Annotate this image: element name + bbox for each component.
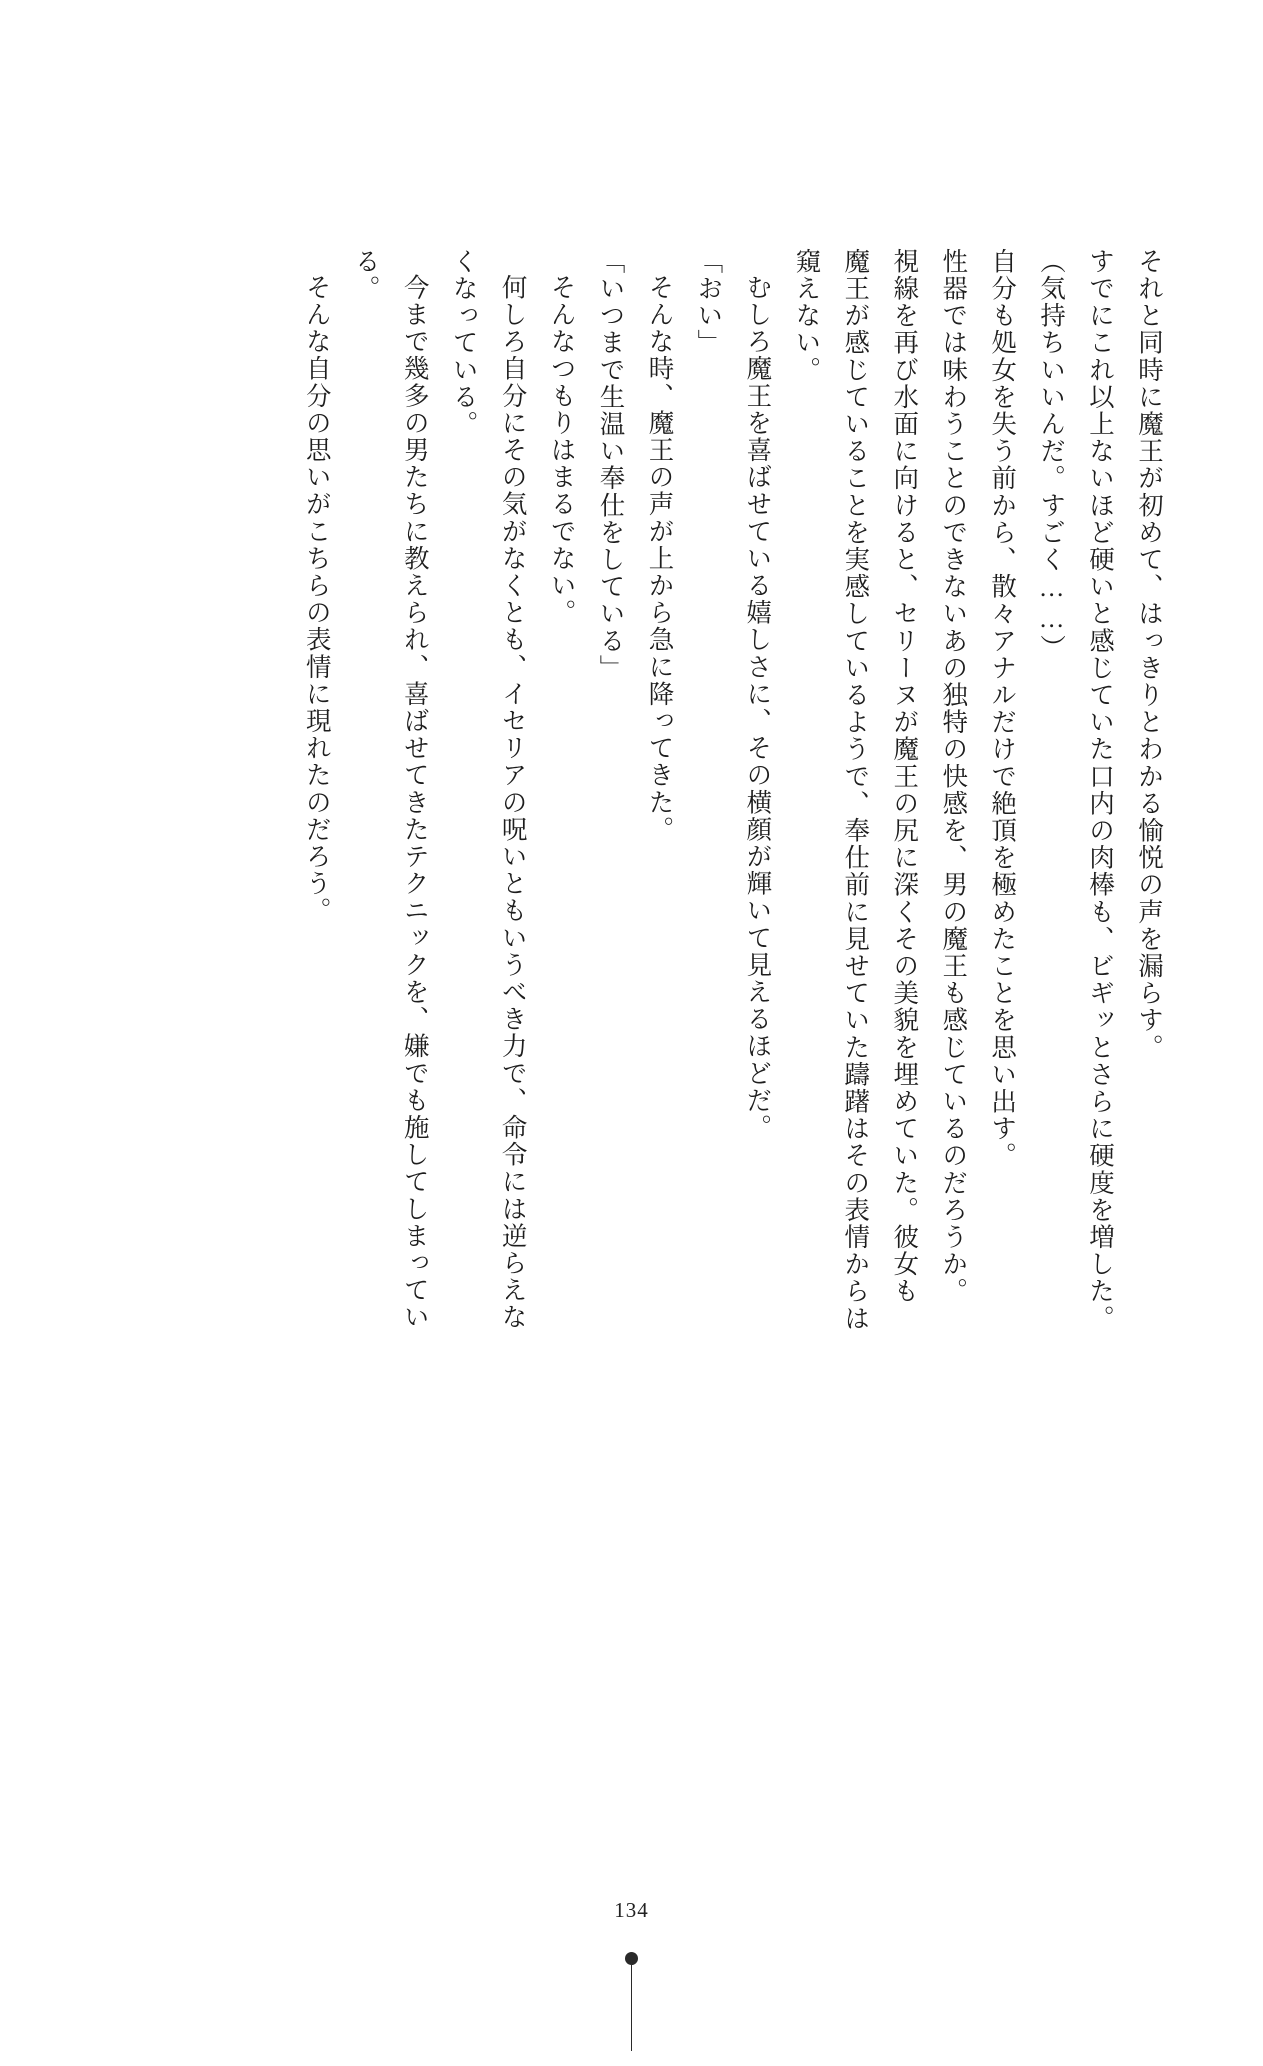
paragraph: 自分も処女を失う前から、散々アナルだけで絶頂を極めたことを思い出す。 — [988, 248, 1018, 1170]
paragraph: 窺えない。 — [792, 248, 822, 384]
paragraph: 「おい」 — [694, 248, 724, 357]
paragraph: すでにこれ以上ないほど硬いと感じていた口内の肉棒も、ビギッとさらに硬度を増した。 — [1086, 248, 1116, 1332]
paragraph: くなっている。 — [449, 248, 479, 438]
paragraph: る。 — [351, 248, 381, 303]
paragraph: そんなつもりはまるでない。 — [547, 273, 577, 626]
page-body-text — [88, 248, 1173, 1688]
paragraph: そんな自分の思いがこちらの表情に現れたのだろう。 — [302, 273, 332, 924]
paragraph: 「いつまで生温い奉仕をしている」 — [596, 248, 626, 682]
paragraph: そんな時、魔王の声が上から急に降ってきた。 — [645, 273, 675, 843]
paragraph: 魔王が感じていることを実感しているようで、奉仕前に見せていた躊躇はその表情からは — [841, 248, 871, 1332]
paragraph: （気持ちいいんだ。すごく……） — [1037, 248, 1067, 662]
footer-dot-icon — [625, 1952, 638, 1965]
paragraph: それと同時に魔王が初めて、はっきりとわかる愉悦の声を漏らす。 — [1135, 248, 1164, 1061]
paragraph: 性器では味わうことのできないあの独特の快感を、男の魔王も感じているのだろうか。 — [939, 248, 969, 1305]
footer-rule-icon — [631, 1965, 633, 2051]
paragraph: むしろ魔王を喜ばせている嬉しさに、その横顔が輝いて見えるほどだ。 — [743, 273, 773, 1141]
page-number: 134 — [614, 1898, 649, 1922]
paragraph: 何しろ自分にその気がなくとも、イセリアの呪いともいうべき力で、命令には逆らえな — [498, 273, 528, 1331]
paragraph: 今まで幾多の男たちに教えられ、喜ばせてきたテクニックを、嫌でも施してしまってい — [400, 273, 430, 1331]
footer-ornament-icon — [625, 1952, 639, 2052]
paragraph: 視線を再び水面に向けると、セリーヌが魔王の尻に深くその美貌を埋めていた。彼女も — [890, 248, 920, 1305]
